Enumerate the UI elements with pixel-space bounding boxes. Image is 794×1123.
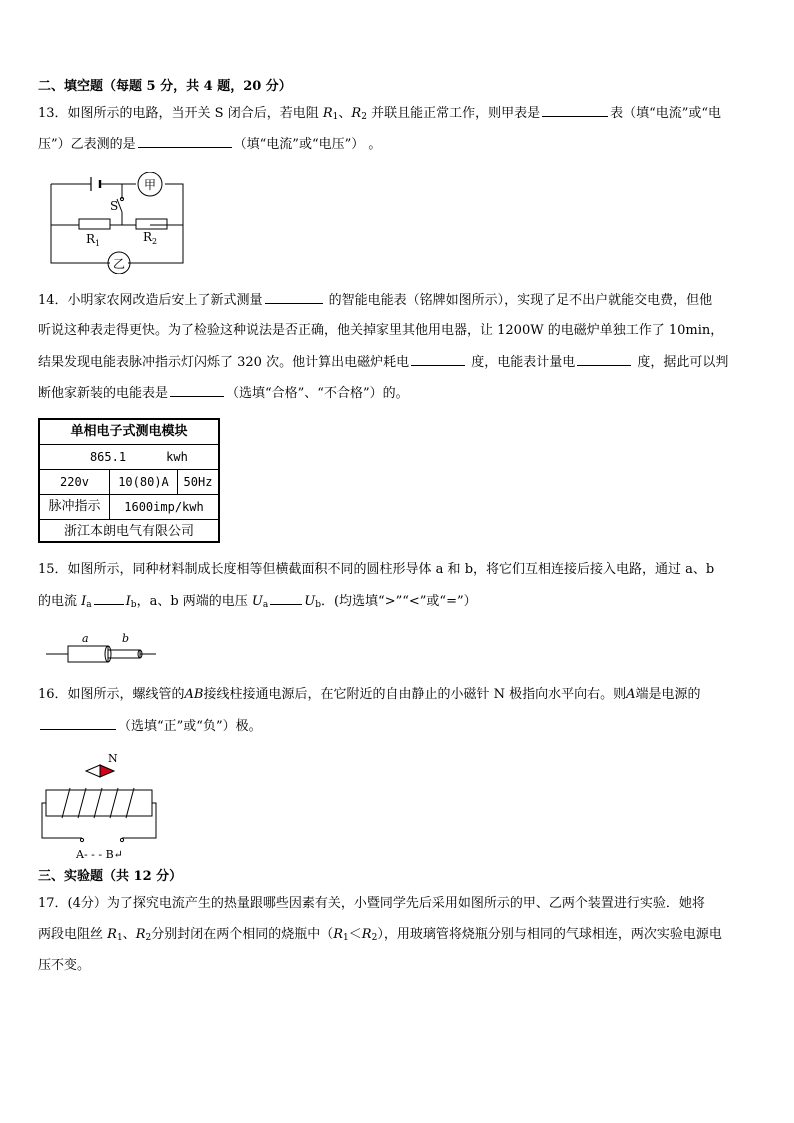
svg-text:A- - - B↵: A- - - B↵ bbox=[76, 848, 123, 861]
solenoid-core bbox=[46, 790, 152, 816]
answer-blank bbox=[170, 384, 224, 397]
question-15-line-2: 的电流 $I_a$ $I_b$，a、b 两端的电压 $U_a$ $U_b$．(均选填“>”“<”或“=”） bbox=[38, 594, 477, 610]
answer-blank bbox=[577, 353, 631, 366]
svg-text:N: N bbox=[108, 752, 118, 765]
question-14-line-4: 断他家新装的电能表是 （选填“合格”、“不合格”）的。 bbox=[38, 386, 409, 401]
resistor-r2 bbox=[136, 219, 167, 229]
svg-text:b: b bbox=[122, 632, 130, 645]
circuit-diagram bbox=[44, 172, 190, 274]
nameplate-reading: 865.1 bbox=[89, 450, 127, 464]
needle-south bbox=[86, 765, 100, 777]
needle-north bbox=[100, 765, 114, 777]
svg-text:甲: 甲 bbox=[144, 178, 157, 192]
nameplate-pulse-label: 脉冲指示 bbox=[40, 495, 110, 519]
question-13-line-2: 压”）乙表测的是 （填“电流”或“电压”） 。 bbox=[38, 137, 382, 152]
conductor-b bbox=[108, 650, 140, 658]
question-16-line-2: （选填“正”或“负”）极。 bbox=[38, 717, 262, 736]
meter-nameplate bbox=[38, 418, 220, 543]
answer-blank bbox=[542, 104, 608, 117]
nameplate-voltage: 220v bbox=[40, 470, 110, 494]
question-14-line-3: 结果发现电能表脉冲指示灯闪烁了 320 次。他计算出电磁炉耗电 度，电能表计量电 度，据此可以判 bbox=[38, 355, 729, 370]
question-15-line-1: 15．如图所示，同种材料制成长度相等但横截面积不同的圆柱形导体 a 和 b，将它们互相连接后接入电路，通过 a、b bbox=[38, 562, 715, 577]
question-13-line-1: 13．如图所示的电路，当开关 S 闭合后，若电阻 $R_1$、$R_2$ 并联且能正常工作，则甲表是 表（填“电流”或“电 bbox=[38, 106, 722, 122]
svg-text:S: S bbox=[110, 199, 119, 213]
question-16-line-1: 16．如图所示，螺线管的AB接线柱接通电源后，在它附近的自由静止的小磁针 N 极指向水平向右。则A端是电源的 bbox=[38, 687, 701, 702]
nameplate-title: 单相电子式测电模块 bbox=[70, 424, 188, 439]
resistor-r1 bbox=[79, 219, 110, 229]
answer-blank bbox=[40, 717, 116, 730]
answer-blank bbox=[270, 592, 302, 605]
answer-blank bbox=[94, 592, 124, 605]
question-17-line-3: 压不变。 bbox=[38, 958, 91, 973]
answer-blank bbox=[138, 135, 232, 148]
nameplate-pulse-value: 1600imp/kwh bbox=[124, 500, 204, 514]
section-title: 二、填空题（每题 5 分，共 4 题，20 分） bbox=[38, 79, 292, 94]
section-title: 三、实验题（共 12 分） bbox=[38, 869, 183, 884]
svg-text:a: a bbox=[82, 632, 89, 645]
question-14-line-1: 14．小明家农网改造后安上了新式测量 的智能电能表（铭牌如图所示），实现了足不出户就能交电费，但他 bbox=[38, 293, 713, 308]
nameplate-maker: 浙江本朗电气有限公司 bbox=[63, 524, 194, 539]
conductor-a bbox=[68, 646, 108, 662]
question-17-line-2: 两段电阻丝 $R_1$、$R_2$分别封闭在两个相同的烧瓶中$(R_1<R_2)$，用玻璃管将烧瓶分别与相同的气球相连，两次实验电源电 bbox=[38, 927, 722, 943]
nameplate-current: 10(80)A bbox=[110, 470, 178, 494]
svg-text:R1: $R_1$ bbox=[86, 232, 101, 248]
svg-text:乙: 乙 bbox=[113, 257, 126, 271]
nameplate-frequency: 50Hz bbox=[183, 475, 213, 489]
answer-blank bbox=[411, 353, 465, 366]
question-14-line-2: 听说这种表走得更快。为了检验这种说法是否正确，他关掉家里其他用电器，让 1200W 的电磁炉单独工作了 10min， bbox=[38, 323, 724, 338]
question-17-line-1: 17．(4分）为了探究电流产生的热量跟哪些因素有关，小暨同学先后采用如图所示的甲、乙两个装置进行实验．她将 bbox=[38, 896, 705, 911]
solenoid-diagram bbox=[40, 750, 160, 864]
conductor-diagram bbox=[44, 630, 164, 666]
nameplate-unit: kwh bbox=[166, 450, 188, 464]
svg-text:R2: $R_2$ bbox=[143, 230, 158, 246]
answer-blank bbox=[265, 291, 323, 304]
